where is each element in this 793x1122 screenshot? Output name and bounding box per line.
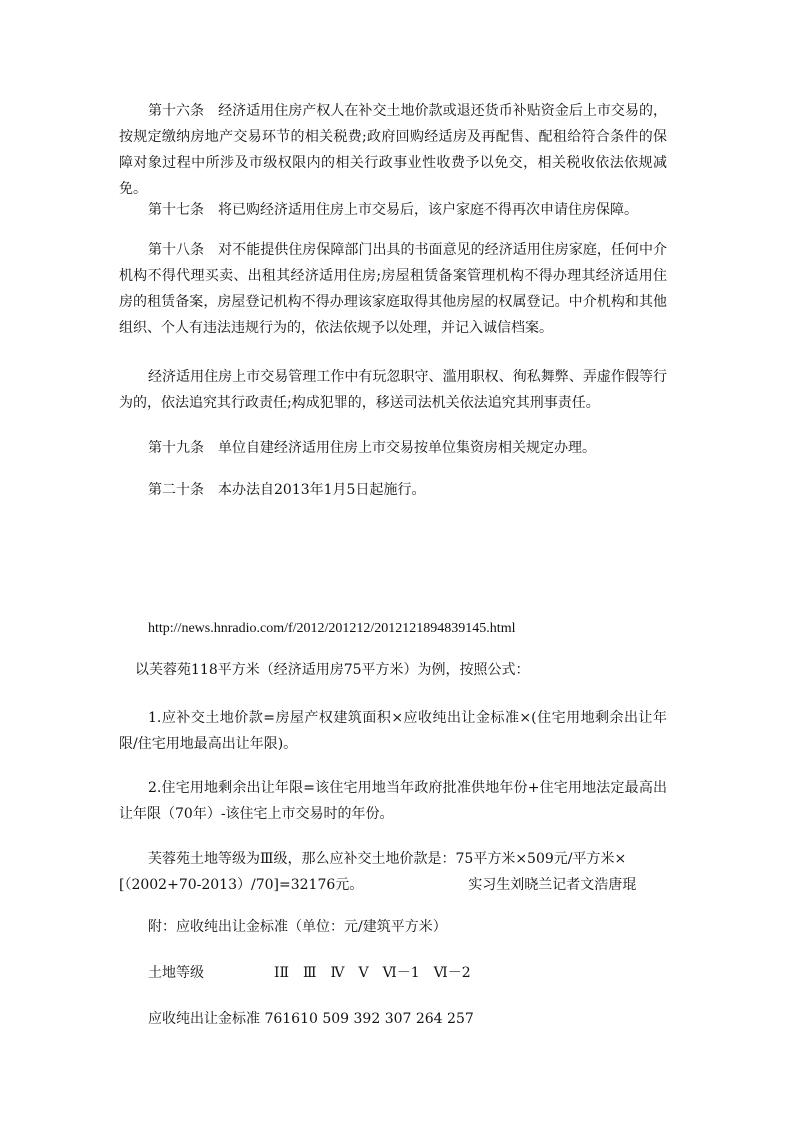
article-16: 第十六条 经济适用住房产权人在补交土地价款或退还货币补贴资金后上市交易的，按规定缴纳房地产交易环节的相关税费;政府回购经适房及再配售、配租给符合条件的保障对象过程中所涉及市级权限内的相关行政事业性收费予以免交，相关税收依法依规减免。 <box>119 103 667 197</box>
calculation-result: [（2002+70-2013）/70]=32176元。 <box>119 877 364 893</box>
article-18: 第十八条 对不能提供住房保障部门出具的书面意见的经济适用住房家庭，任何中介机构不得代理买卖、出租其经济适用住房;房屋租赁备案管理机构不得办理其经济适用住房的租赁备案，房屋登记机构不得办理该家庭取得其他房屋的权属登记。中介机构和其他组织、个人有违法违规行为的，依法依规予以处理，并记入诚信档案。 <box>119 242 667 336</box>
rate-row <box>148 1006 474 1032</box>
byline: 实习生刘晓兰记者文浩唐琨 <box>468 877 637 893</box>
land-grade-label: 土地等级 <box>148 965 204 981</box>
formula-1: 1.应补交土地价款=房屋产权建筑面积×应收纯出让金标准×(住宅用地剩余出让年限/住宅用地最高出让年限)。 <box>119 710 667 752</box>
appendix-title: 附：应收纯出让金标准（单位：元/建筑平方米） <box>148 919 447 935</box>
article-17: 第十七条 将已购经济适用住房上市交易后，该户家庭不得再次申请住房保障。 <box>148 202 638 218</box>
calculation-line-1: 芙蓉苑土地等级为Ⅲ级，那么应补交土地价款是：75平方米×509元/平方米× <box>148 851 627 867</box>
rate-label: 应收纯出让金标准 <box>148 1011 260 1027</box>
land-grade-values: ⅠⅡ Ⅲ Ⅳ Ⅴ Ⅵ－1 Ⅵ－2 <box>274 965 471 981</box>
formula-2: 2.住宅用地剩余出让年限=该住宅用地当年政府批准供地年份+住宅用地法定最高出让年限（70年）-该住宅上市交易时的年份。 <box>119 780 667 822</box>
article-19: 第十九条 单位自建经济适用住房上市交易按单位集资房相关规定办理。 <box>148 440 596 456</box>
article-20: 第二十条 本办法自2013年1月5日起施行。 <box>148 482 426 498</box>
rate-values: 761610 509 392 307 264 257 <box>264 1011 474 1027</box>
article-18-liability: 经济适用住房上市交易管理工作中有玩忽职守、滥用职权、徇私舞弊、弄虚作假等行为的，依法追究其行政责任;构成犯罪的，移送司法机关依法追究其刑事责任。 <box>119 369 667 411</box>
example-intro: 以芙蓉苑118平方米（经济适用房75平方米）为例，按照公式： <box>135 662 530 678</box>
source-link[interactable]: http://news.hnradio.com/f/2012/201212/2012121894839145.html <box>148 621 516 636</box>
land-grade-row <box>148 960 471 986</box>
calculation-line-2 <box>119 872 636 898</box>
